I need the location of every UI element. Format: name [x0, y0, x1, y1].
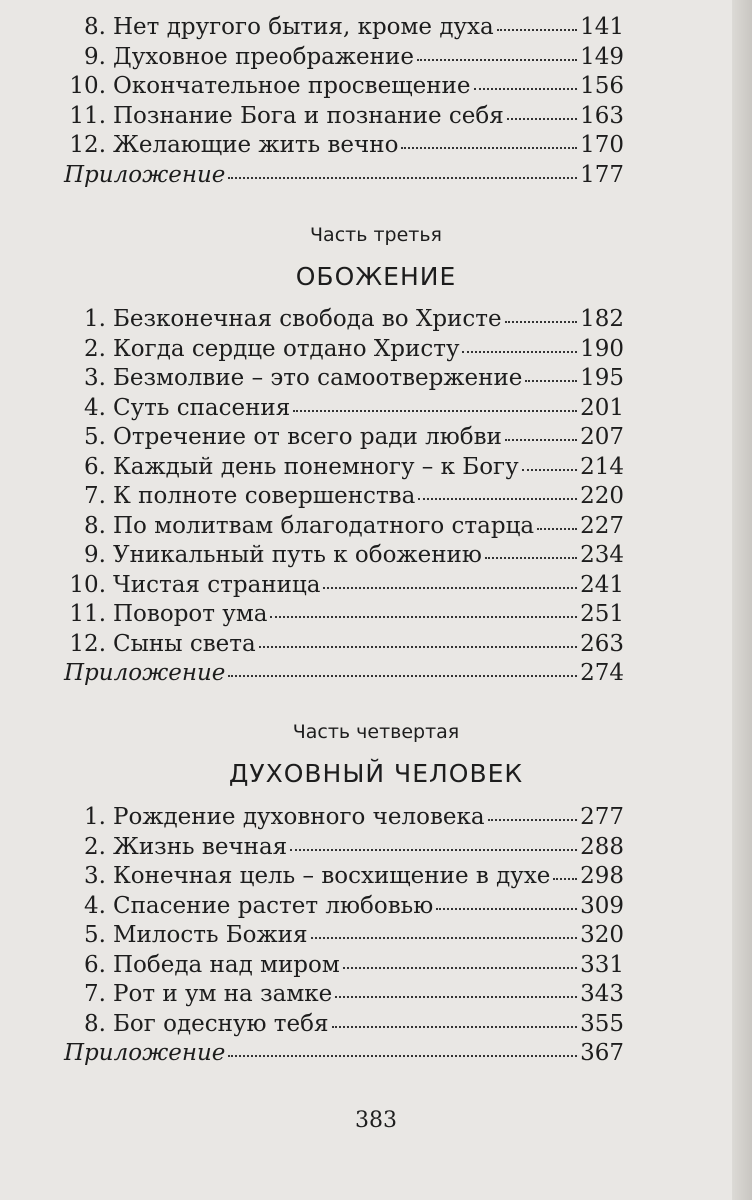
- dot-leader: [474, 88, 578, 90]
- entry-title: Спасение растет любовью: [113, 892, 434, 919]
- toc-entry: [64, 394, 624, 424]
- toc-entry: [64, 13, 624, 43]
- entry-number: 5.: [84, 424, 106, 450]
- dot-leader: [323, 587, 577, 589]
- entry-title: Каждый день понемногу – к Богу: [113, 453, 519, 480]
- entry-number: 4.: [84, 394, 106, 421]
- entry-page: 355: [580, 1010, 624, 1037]
- toc-appendix-entry: [64, 1039, 624, 1069]
- entry-number: 7.: [84, 483, 106, 509]
- entry-page: 149: [580, 43, 624, 70]
- toc-entry: [64, 803, 624, 833]
- dot-leader: [485, 557, 577, 559]
- entry-page: 277: [580, 804, 624, 830]
- entry-title: Милость Божия: [113, 922, 308, 948]
- appendix-page: 177: [580, 161, 624, 188]
- toc-entry: [64, 1010, 624, 1040]
- entry-number: 9.: [84, 43, 106, 70]
- dot-leader: [290, 849, 577, 851]
- entry-number: 8.: [84, 14, 106, 40]
- part4-label: Часть четвертая: [292, 721, 460, 743]
- toc-entry: [64, 630, 624, 660]
- entry-number: 11.: [69, 601, 106, 627]
- dot-leader: [436, 908, 577, 910]
- toc-entry: [64, 335, 624, 365]
- entry-page: 141: [580, 14, 624, 40]
- dot-leader: [522, 469, 577, 471]
- toc-entry: [64, 102, 624, 132]
- appendix-page: 274: [580, 660, 624, 686]
- toc-entry: [64, 453, 624, 483]
- toc-appendix-entry: [64, 659, 624, 689]
- toc-entry: [64, 482, 624, 512]
- entry-number: 6.: [84, 453, 106, 480]
- entry-title: Жизнь вечная: [113, 833, 288, 860]
- dot-leader: [270, 616, 577, 618]
- appendix-title: Приложение: [64, 1040, 226, 1066]
- entry-number: 10.: [69, 571, 106, 598]
- entry-number: 6.: [84, 951, 106, 978]
- entry-number: 8.: [84, 512, 106, 539]
- toc-entry: [64, 72, 624, 102]
- entry-title: Конечная цель – восхищение в духе: [113, 863, 551, 889]
- entry-number: 10.: [69, 73, 106, 99]
- toc-section-top: [64, 13, 624, 190]
- appendix-title: Приложение: [64, 161, 226, 188]
- entry-page: 207: [580, 424, 624, 450]
- entry-page: 220: [580, 483, 624, 509]
- toc-entry: [64, 512, 624, 542]
- entry-title: Поворот ума: [113, 601, 268, 627]
- entry-page: 227: [580, 512, 624, 539]
- dot-leader: [293, 410, 577, 412]
- dot-leader: [228, 1055, 577, 1057]
- entry-title: К полноте совершенства: [113, 483, 416, 509]
- part3-title: ОБОЖЕНИЕ: [295, 262, 457, 291]
- entry-page: 182: [580, 306, 624, 332]
- entry-number: 4.: [84, 892, 106, 919]
- entry-number: 8.: [84, 1010, 106, 1037]
- page-number: 383: [355, 1108, 397, 1133]
- toc-entry: [64, 131, 624, 161]
- entry-page: 309: [580, 892, 624, 919]
- entry-title: Познание Бога и познание себя: [113, 102, 504, 129]
- entry-page: 156: [580, 73, 624, 99]
- entry-number: 1.: [84, 306, 106, 332]
- entry-page: 331: [580, 951, 624, 978]
- dot-leader: [335, 996, 577, 998]
- entry-title: Сыны света: [113, 630, 256, 657]
- entry-title: Уникальный путь к обожению: [113, 542, 482, 568]
- entry-page: 163: [580, 102, 624, 129]
- entry-number: 9.: [84, 542, 106, 568]
- dot-leader: [505, 321, 577, 323]
- dot-leader: [505, 439, 577, 441]
- dot-leader: [507, 118, 577, 120]
- toc-entry: [64, 600, 624, 630]
- entry-page: 190: [580, 335, 624, 362]
- entry-number: 3.: [84, 863, 106, 889]
- toc-entry: [64, 980, 624, 1010]
- dot-leader: [488, 819, 577, 821]
- entry-page: 234: [580, 542, 624, 568]
- dot-leader: [228, 177, 577, 179]
- toc-entry: [64, 921, 624, 951]
- entry-number: 2.: [84, 335, 106, 362]
- entry-page: 241: [580, 571, 624, 598]
- entry-page: 195: [580, 365, 624, 391]
- dot-leader: [497, 29, 577, 31]
- entry-title: Победа над миром: [113, 951, 340, 978]
- toc-part4: [64, 803, 624, 1069]
- dot-leader: [417, 59, 577, 61]
- entry-number: 12.: [69, 630, 106, 657]
- entry-title: Чистая страница: [113, 571, 321, 598]
- dot-leader: [553, 878, 577, 880]
- entry-number: 12.: [69, 132, 106, 158]
- dot-leader: [537, 528, 577, 530]
- dot-leader: [418, 498, 577, 500]
- entry-number: 2.: [84, 833, 106, 860]
- entry-title: Нет другого бытия, кроме духа: [113, 14, 494, 40]
- entry-title: Отречение от всего ради любви: [113, 424, 502, 450]
- entry-page: 298: [580, 863, 624, 889]
- page-edge-shadow: [732, 0, 752, 1200]
- toc-entry: [64, 571, 624, 601]
- dot-leader: [311, 937, 578, 939]
- entry-title: Когда сердце отдано Христу: [113, 335, 460, 362]
- toc-entry: [64, 43, 624, 73]
- dot-leader: [525, 380, 577, 382]
- toc-entry: [64, 423, 624, 453]
- dot-leader: [332, 1026, 578, 1028]
- toc-entry: [64, 833, 624, 863]
- entry-title: Желающие жить вечно: [113, 132, 399, 158]
- entry-title: Суть спасения: [113, 394, 291, 421]
- dot-leader: [343, 967, 577, 969]
- appendix-title: Приложение: [64, 660, 226, 686]
- entry-page: 288: [580, 833, 624, 860]
- dot-leader: [259, 646, 577, 648]
- entry-page: 214: [580, 453, 624, 480]
- toc-appendix-entry: [64, 161, 624, 191]
- entry-title: По молитвам благодатного старца: [113, 512, 535, 539]
- entry-title: Духовное преображение: [113, 43, 414, 70]
- part3-label: Часть третья: [310, 224, 442, 246]
- dot-leader: [228, 675, 577, 677]
- toc-entry: [64, 862, 624, 892]
- entry-number: 5.: [84, 922, 106, 948]
- entry-number: 3.: [84, 365, 106, 391]
- toc-entry: [64, 951, 624, 981]
- entry-title: Рот и ум на замке: [113, 981, 333, 1007]
- appendix-page: 367: [580, 1040, 624, 1066]
- dot-leader: [401, 147, 577, 149]
- toc-entry: [64, 305, 624, 335]
- toc-entry: [64, 364, 624, 394]
- entry-page: 320: [580, 922, 624, 948]
- entry-number: 1.: [84, 804, 106, 830]
- entry-title: Безмолвие – это самоотвержение: [113, 365, 523, 391]
- entry-title: Окончательное просвещение: [113, 73, 471, 99]
- dot-leader: [462, 351, 577, 353]
- entry-title: Рождение духовного человека: [113, 804, 485, 830]
- entry-title: Безконечная свобода во Христе: [113, 306, 502, 332]
- entry-page: 251: [580, 601, 624, 627]
- entry-number: 7.: [84, 981, 106, 1007]
- entry-page: 263: [580, 630, 624, 657]
- entry-number: 11.: [69, 102, 106, 129]
- toc-part3: [64, 305, 624, 689]
- toc-entry: [64, 892, 624, 922]
- entry-page: 170: [580, 132, 624, 158]
- entry-page: 201: [580, 394, 624, 421]
- entry-title: Бог одесную тебя: [113, 1010, 329, 1037]
- entry-page: 343: [580, 981, 624, 1007]
- part4-title: ДУХОВНЫЙ ЧЕЛОВЕК: [228, 759, 524, 788]
- toc-entry: [64, 541, 624, 571]
